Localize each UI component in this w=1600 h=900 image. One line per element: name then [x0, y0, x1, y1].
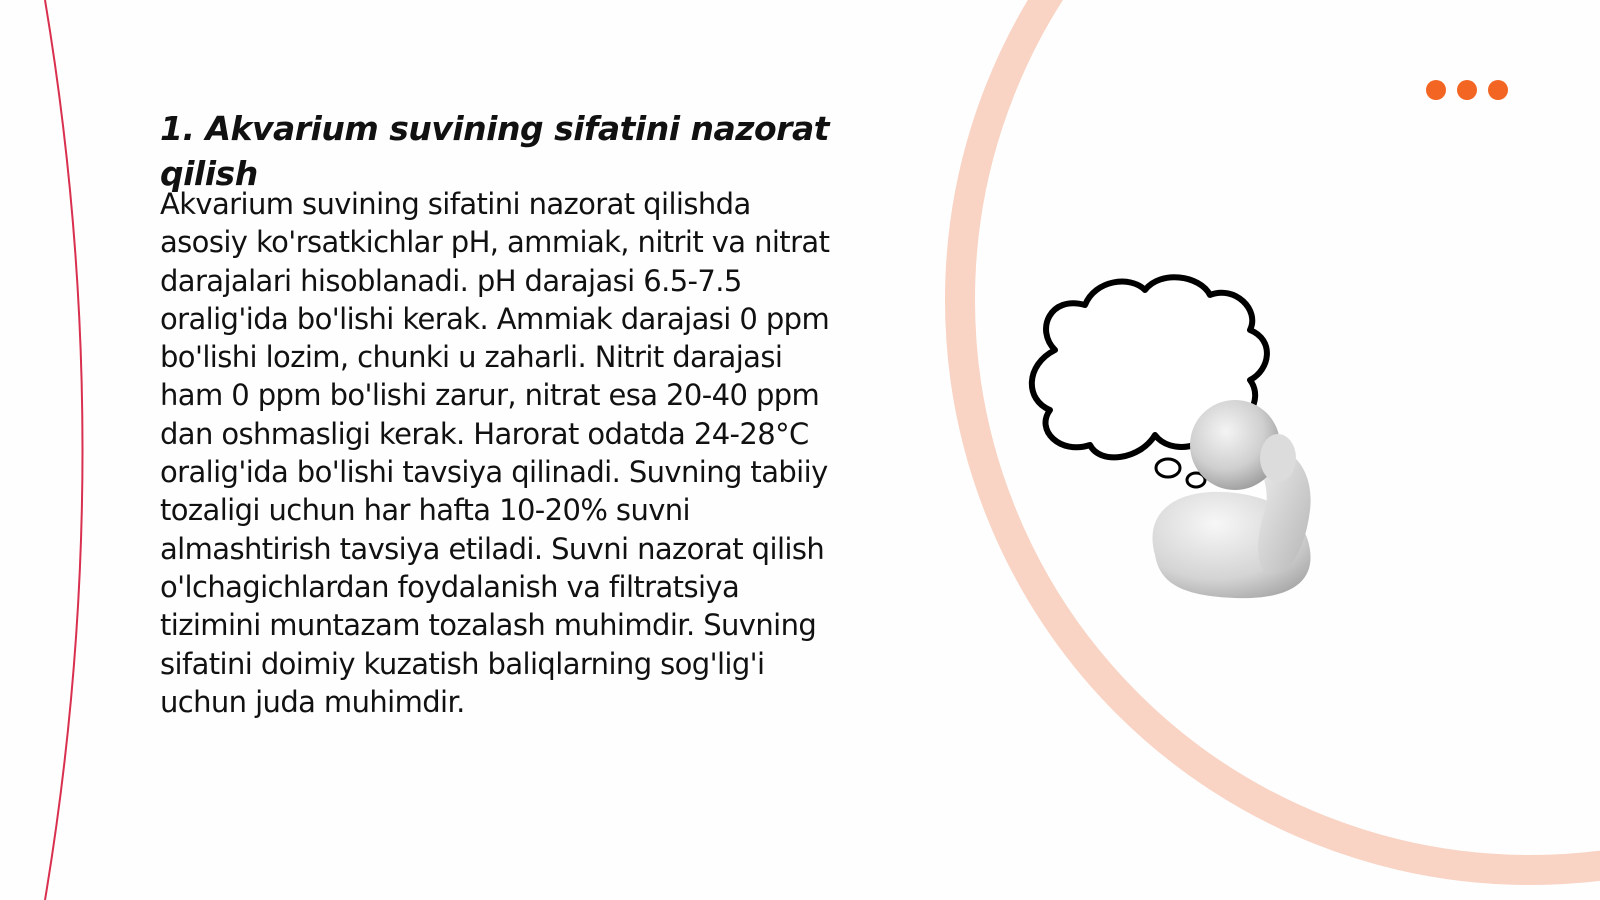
- slide-body-text: Akvarium suvining sifatini nazorat qilishda asosiy ko'rsatkichlar pH, ammiak, nitrit va nitrat darajalari hisoblanadi. pH darajasi 6.5-7.5 oralig'ida bo'lishi kerak. Ammiak darajasi 0 ppm bo'lishi lozim, chunki u zaharli. Nitrit darajasi ham 0 ppm bo'lishi zarur, nitrat esa 20-40 ppm dan oshmasligi kerak. Harorat odatda 24-28°C oralig'ida bo'lishi tavsiya qilinadi. Suvning tabiiy tozaligi uchun har hafta 10-20% suvni almashtirish tavsiya etiladi. Suvni nazorat qilish o'lchagichlardan foydalanish va filtratsiya tizimini muntazam tozalash muhimdir. Suvning sifatini doimiy kuzatish baliqlarning sog'lig'i uchun juda muhimdir.: [160, 187, 830, 719]
- thinking-person-icon: [1020, 270, 1360, 620]
- dot-icon: [1457, 80, 1477, 100]
- slide-title: 1. Akvarium suvining sifatini nazorat qilish: [160, 109, 829, 193]
- more-dots-icon: [1426, 80, 1508, 100]
- dot-icon: [1488, 80, 1508, 100]
- dot-icon: [1426, 80, 1446, 100]
- left-accent-line: [45, 0, 83, 900]
